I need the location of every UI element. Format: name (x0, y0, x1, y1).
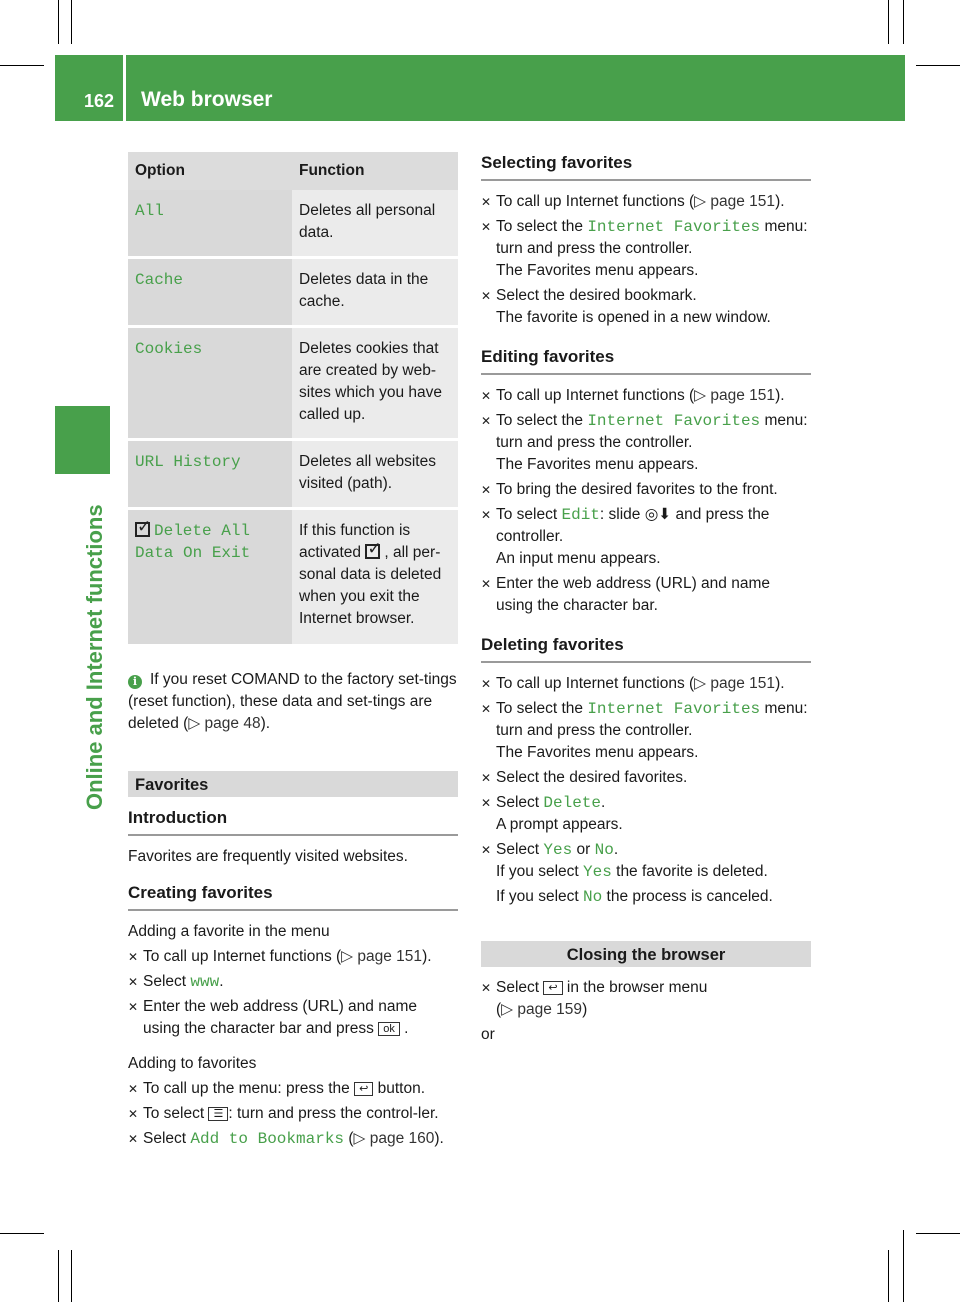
heading-selecting-favorites: Selecting favorites (481, 152, 811, 181)
or-text: or (481, 1026, 495, 1043)
crop-mark (916, 1233, 960, 1234)
left-column (128, 152, 458, 1153)
chapter-label: Online and Internet functions (82, 504, 107, 810)
crop-mark (58, 1250, 59, 1302)
crop-mark (903, 1230, 904, 1302)
adding-menu-text: Adding a favorite in the menu (128, 923, 330, 940)
list-item: ✕ Select the desired favorites. (481, 767, 811, 789)
list-item: ✕ To call up the menu: press the ↩ button. (128, 1078, 458, 1100)
section-favorites: Favorites (128, 771, 458, 797)
adding-fav-text: Adding to favorites (128, 1055, 257, 1072)
list-item: ✕ To select the Internet Favorites menu: turn and press the controller. The Favorites menu appears. (481, 698, 811, 764)
table-header-option: Option (128, 152, 292, 190)
heading-deleting-favorites: Deleting favorites (481, 634, 811, 663)
list-item: ✕ To call up Internet functions (▷ page 151). (128, 946, 458, 968)
crop-mark (0, 1233, 44, 1234)
table-row (128, 327, 458, 440)
section-closing-browser: Closing the browser (481, 941, 811, 967)
crop-mark (916, 65, 960, 66)
list-item: ✕ To select Edit: slide ◎⬇ and press the controller. An input menu appears. (481, 504, 811, 570)
option-code: Data On Exit (135, 544, 251, 562)
list-item: ✕ To select the Internet Favorites menu: turn and press the controller. The Favorites menu appears. (481, 216, 811, 282)
info-icon: i (128, 675, 142, 689)
list-item: ✕ Select www. (128, 971, 458, 993)
list-item: ✕ To call up Internet functions (▷ page 151). (481, 191, 811, 213)
menu-icon: ☰ (208, 1107, 228, 1121)
result-text: If you select No the process is canceled. (496, 888, 773, 906)
page-title: Web browser (141, 88, 273, 111)
crop-mark (0, 65, 44, 66)
page-reference: ▷ page 48 (188, 715, 261, 732)
list-item: ✕ To call up Internet functions (▷ page 151). (481, 385, 811, 407)
list-item: ✕ Enter the web address (URL) and name using the character bar. (481, 573, 811, 617)
crop-mark (71, 1250, 72, 1302)
function-text: Deletes all personal data. (292, 190, 458, 258)
info-note: i If you reset COMAND to the factory set-tings (reset function), these data and set-tings are deleted (▷ page 48). (128, 671, 457, 732)
crop-mark (903, 0, 904, 44)
list-item: ✕ Select Delete. A prompt appears. (481, 792, 811, 836)
function-text: Deletes all websites visited (path). (292, 440, 458, 509)
crop-mark (58, 0, 59, 44)
option-code: Cache (135, 271, 184, 289)
option-code: Cookies (135, 340, 203, 358)
list-item: ✕ Select Yes or No. If you select Yes the favorite is deleted. (481, 839, 811, 883)
table-row (128, 440, 458, 509)
list-item: ✕ Select ↩ in the browser menu (▷ page 159) (481, 977, 811, 1021)
option-code: Delete All (154, 522, 251, 540)
list-item: ✕ To select ☰ : turn and press the control-ler. (128, 1103, 458, 1125)
right-column (481, 152, 811, 1049)
function-text: If this function is activated (299, 522, 411, 561)
checkbox-icon (365, 544, 380, 559)
intro-text: Favorites are frequently visited websites. (128, 848, 408, 865)
back-button-icon: ↩ (354, 1082, 373, 1096)
heading-creating-favorites: Creating favorites (128, 882, 458, 911)
table-row (128, 190, 458, 258)
list-item: ✕ To call up Internet functions (▷ page 151). (481, 673, 811, 695)
ok-button-icon: ok (378, 1022, 400, 1036)
crop-mark (71, 0, 72, 44)
heading-editing-favorites: Editing favorites (481, 346, 811, 375)
list-item: ✕ Select the desired bookmark. The favorite is opened in a new window. (481, 285, 811, 329)
list-item: ✕ To bring the desired favorites to the front. (481, 479, 811, 501)
function-text: , all per-sonal data is deleted when you exit the Internet browser. (299, 544, 442, 627)
back-button-icon: ↩ (543, 981, 562, 995)
list-item: ✕ Select Add to Bookmarks (▷ page 160). (128, 1128, 458, 1150)
crop-mark (888, 1250, 889, 1302)
table-row (128, 258, 458, 327)
option-code: URL History (135, 453, 241, 471)
checkbox-icon (135, 522, 150, 537)
list-item: ✕ To select the Internet Favorites menu: turn and press the controller. The Favorites menu appears. (481, 410, 811, 476)
table-header-function: Function (292, 152, 458, 190)
function-text: Deletes cookies that are created by web-sites which you have called up. (292, 327, 458, 440)
heading-introduction: Introduction (128, 807, 458, 836)
option-code: All (135, 202, 164, 220)
chapter-tab (55, 406, 110, 474)
page-number: 162 (84, 91, 115, 111)
table-row (128, 509, 458, 646)
function-text: Deletes data in the cache. (292, 258, 458, 327)
options-table (128, 152, 458, 647)
list-item: ✕ Enter the web address (URL) and name using the character bar and press ok . (128, 996, 458, 1040)
crop-mark (888, 0, 889, 44)
